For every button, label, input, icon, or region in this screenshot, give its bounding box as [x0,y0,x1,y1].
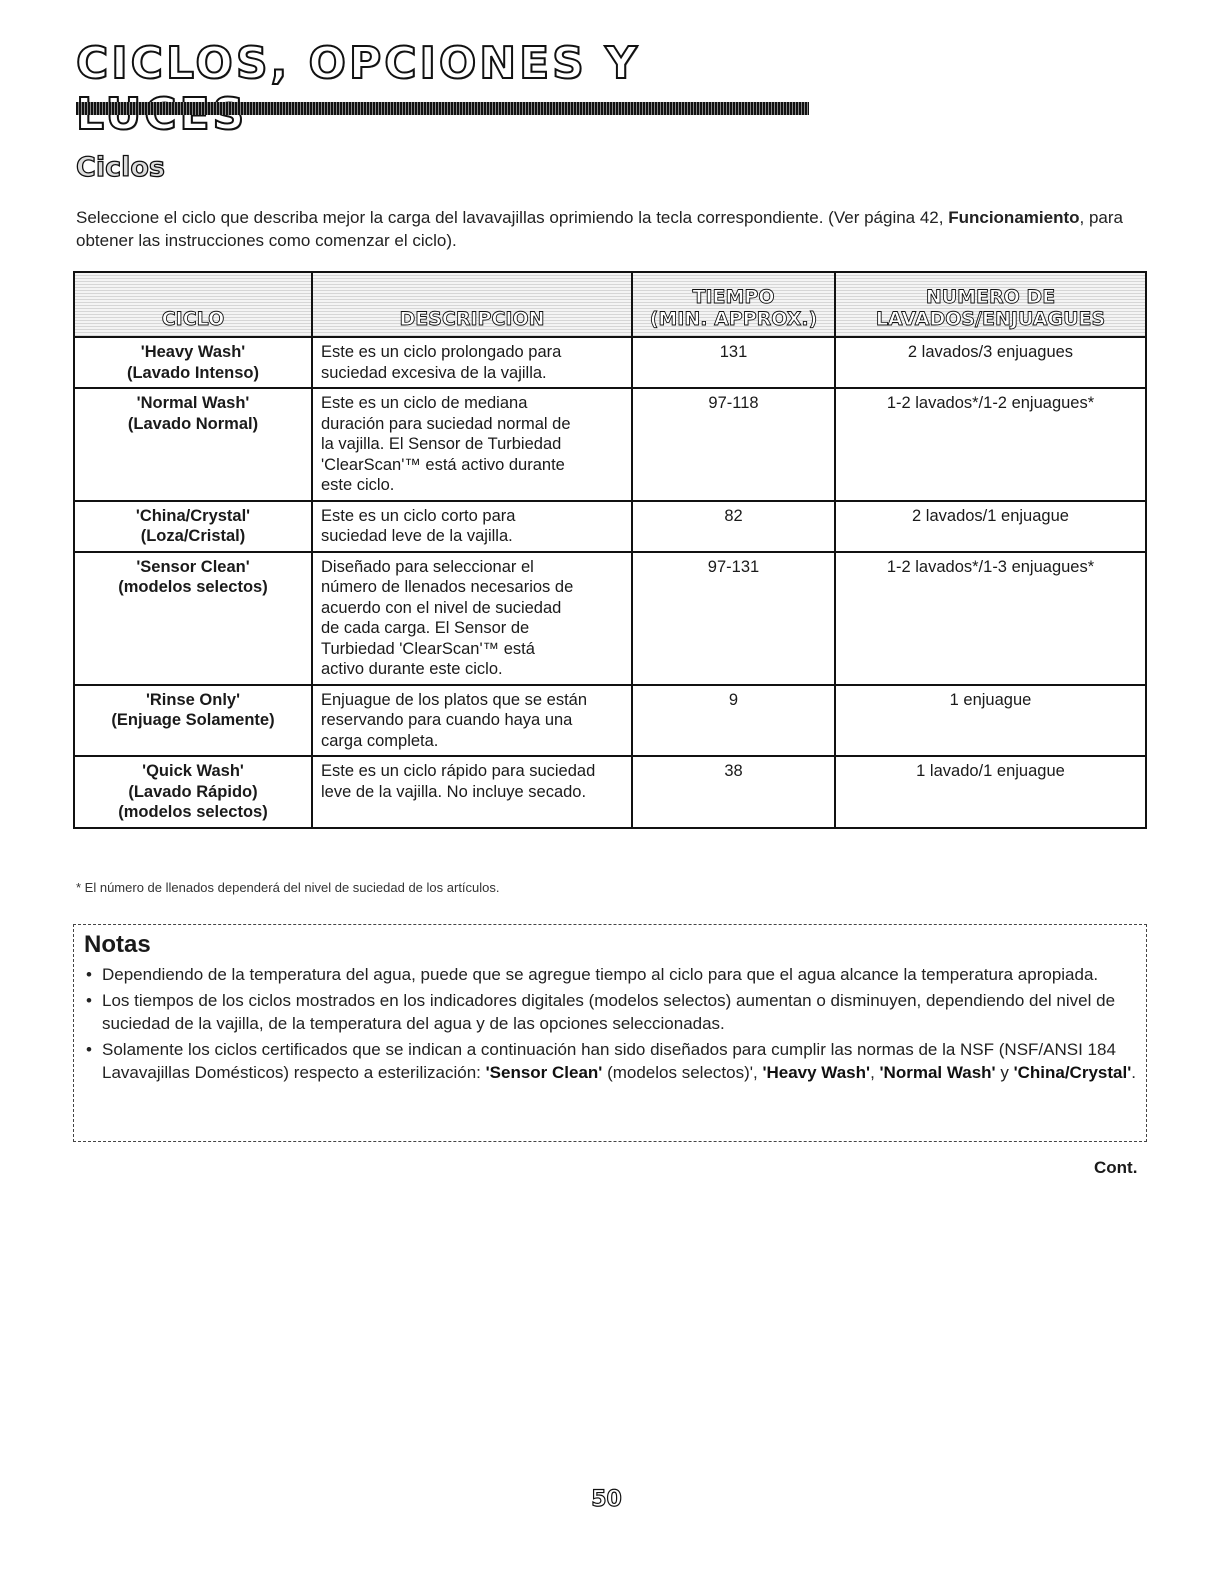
desc-line: duración para suciedad normal de [321,414,571,433]
desc-line: Turbiedad 'ClearScan'™ está [321,639,535,658]
note-item [84,989,1136,1035]
cycle-name: 'Sensor Clean' [136,557,250,576]
cell-tiempo: 9 [632,685,835,757]
cell-ciclo [74,685,312,757]
cell-numero: 1-2 lavados*/1-3 enjuagues* [835,552,1146,685]
cell-ciclo [74,337,312,388]
cell-tiempo: 131 [632,337,835,388]
note-text: , [870,1063,880,1082]
desc-line: suciedad leve de la vajilla. [321,527,513,545]
desc-line: este ciclo. [321,476,395,494]
cell-ciclo [74,501,312,552]
desc-line: Este es un ciclo de mediana [321,394,528,412]
cycle-name: 'Quick Wash' [142,762,244,780]
cycle-name-extra: (modelos selectos) [118,803,268,821]
cell-descripcion [312,756,632,828]
note-item [84,1038,1136,1084]
table-row [74,552,1146,685]
table-row [74,685,1146,757]
cycle-name-es: (Lavado Rápido) [128,782,258,801]
intro-text-2: , para obtener las instrucciones como comenzar el ciclo). [76,208,1123,250]
desc-line: Enjuague de los platos que se están [321,690,588,709]
header-numero-line1: NUMERO DE [925,286,1056,308]
cycle-name-es: (modelos selectos) [118,578,268,596]
header-descripcion-label: DESCRIPCION [399,308,545,330]
cell-tiempo: 97-131 [632,552,835,685]
intro-text-1: Seleccione el ciclo que describa mejor la carga del lavavajillas oprimiendo la tecla correspondiente. (Ver página 42, [76,208,949,227]
header-ciclo [74,272,312,337]
cycle-name-es: (Loza/Cristal) [140,527,246,545]
section-title: Ciclos [76,152,165,183]
cycle-name-es: (Lavado Normal) [127,414,259,433]
table-header-row [74,272,1146,337]
page-number: 50 [591,1487,622,1512]
header-descripcion [312,272,632,337]
note-bold-heavy-wash: 'Heavy Wash' [762,1063,871,1082]
note-bold-sensor-clean: 'Sensor Clean' [485,1063,603,1082]
cell-ciclo [74,552,312,685]
desc-line: Diseñado para seleccionar el [321,557,534,576]
cell-descripcion [312,685,632,757]
table-row [74,388,1146,501]
header-numero-line2: LAVADOS/ENJUAGUES [875,308,1106,330]
cell-descripcion [312,337,632,388]
cycle-name: 'Heavy Wash' [140,343,246,361]
cycle-name: 'Rinse Only' [145,690,241,709]
desc-line: reservando para cuando haya una [321,711,573,729]
bullet-icon: • [86,991,92,1010]
desc-line: acuerdo con el nivel de suciedad [321,598,562,617]
cell-numero: 1 lavado/1 enjuague [835,756,1146,828]
header-tiempo-line1: TIEMPO [692,286,775,308]
note-text: . [1131,1063,1136,1082]
cell-tiempo: 38 [632,756,835,828]
desc-line: suciedad excesiva de la vajilla. [321,363,547,382]
cell-descripcion [312,501,632,552]
notes-box [73,924,1147,1142]
bullet-icon: • [86,1040,92,1059]
note-bold-normal-wash: 'Normal Wash' [879,1063,996,1082]
cycle-name-es: (Enjuage Solamente) [111,711,275,729]
table-row [74,337,1146,388]
cell-tiempo: 97-118 [632,388,835,501]
note-text: Solamente los ciclos certificados que se indican a continuación han sido diseñados para cumplir las normas de la NSF (NSF/ANSI 184 Lavavajillas Domésticos) respecto a esterilización: [102,1040,1116,1082]
bullet-icon: • [86,965,92,984]
intro-bold: Funcionamiento [948,208,1080,227]
desc-line: 'ClearScan'™ está activo durante [321,455,565,474]
table-row [74,756,1146,828]
intro-paragraph [76,206,1146,252]
desc-line: número de llenados necesarios de [321,578,574,596]
continued-label: Cont. [1094,1158,1138,1177]
table-row [74,501,1146,552]
desc-line: carga completa. [321,731,439,750]
cycle-name: 'Normal Wash' [136,394,250,412]
cell-numero: 2 lavados/1 enjuague [835,501,1146,552]
desc-line: leve de la vajilla. No incluye secado. [321,782,587,801]
cell-numero: 1 enjuague [835,685,1146,757]
note-text: Los tiempos de los ciclos mostrados en los indicadores digitales (modelos selectos) aumentan o disminuyen, dependiendo del nivel de suciedad de la vajilla, de la temperatura del agua y de las opciones seleccionadas. [102,991,1116,1033]
note-bold-china-crystal: 'China/Crystal' [1013,1063,1132,1082]
footnote: * El número de llenados dependerá del nivel de suciedad de los artículos. [76,880,500,895]
header-tiempo-line2: (MIN. APPROX.) [649,308,818,330]
cell-ciclo [74,388,312,501]
title-rule [76,102,809,115]
cycle-name: 'China/Crystal' [135,506,251,525]
cell-numero: 1-2 lavados*/1-2 enjuagues* [835,388,1146,501]
cell-descripcion [312,552,632,685]
desc-line: la vajilla. El Sensor de Turbiedad [321,435,562,453]
header-tiempo [632,272,835,337]
notes-list [84,963,1136,1084]
note-item [84,963,1136,986]
cycle-name-es: (Lavado Intenso) [126,363,259,382]
desc-line: Este es un ciclo rápido para suciedad [321,762,596,780]
note-text: y [995,1063,1014,1082]
cell-ciclo [74,756,312,828]
cell-numero: 2 lavados/3 enjuagues [835,337,1146,388]
desc-line: Este es un ciclo prolongado para [321,343,562,361]
page-title: CICLOS, OPCIONES Y [76,38,641,89]
note-text: (modelos selectos)', [602,1063,763,1082]
desc-line: Este es un ciclo corto para [321,506,516,525]
desc-line: de cada carga. El Sensor de [321,619,530,637]
header-ciclo-label: CICLO [161,308,225,330]
desc-line: activo durante este ciclo. [321,660,503,678]
cell-descripcion [312,388,632,501]
header-numero [835,272,1146,337]
note-text: Dependiendo de la temperatura del agua, puede que se agregue tiempo al ciclo para que el agua alcance la temperatura apropiada. [102,965,1099,984]
notes-title: Notas [84,931,151,958]
cell-tiempo: 82 [632,501,835,552]
cycles-table [73,271,1147,829]
